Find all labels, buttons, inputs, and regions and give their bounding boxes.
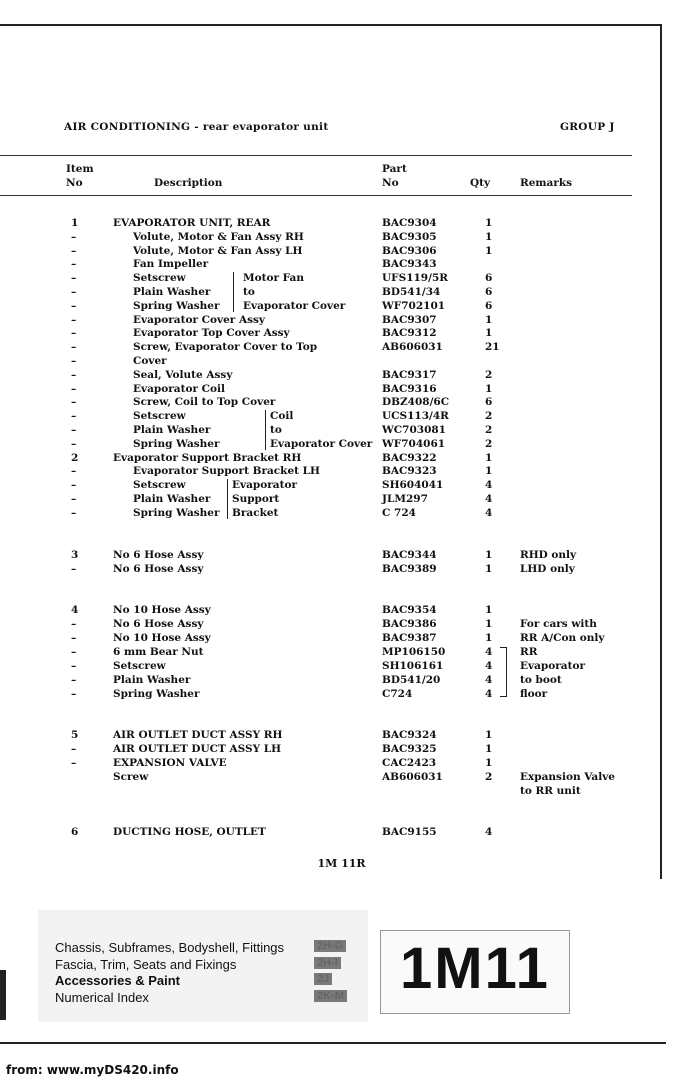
item-no: – [71, 327, 77, 340]
description: Evaporator Coil [133, 382, 225, 395]
part-no: C724 [382, 688, 413, 700]
remarks: LHD only [520, 563, 575, 575]
qty: 1 [485, 743, 493, 755]
part-no: BAC9325 [382, 743, 437, 755]
item-no: – [71, 299, 77, 312]
description: Spring Washer [113, 688, 200, 700]
part-no: BAC9155 [382, 826, 437, 838]
qty: 4 [485, 660, 493, 672]
part-no: UFS119/5R [382, 272, 448, 285]
item-no: – [71, 660, 77, 672]
table-row [0, 340, 660, 354]
index-code-accessories: 2J [314, 973, 332, 985]
table-row [0, 326, 660, 340]
part-no: BD541/20 [382, 674, 441, 686]
index-item-accessories-label: Accessories & Paint [55, 973, 181, 988]
part-no: BAC9343 [382, 258, 437, 271]
description: No 6 Hose Assy [113, 563, 204, 575]
table-row [0, 368, 660, 382]
description: No 6 Hose Assy [113, 549, 204, 561]
index-code-numerical: 2K-M [314, 990, 347, 1002]
col-qty: Qty [470, 177, 491, 189]
part-no: BAC9386 [382, 618, 437, 630]
table-row [0, 478, 660, 492]
qty: 4 [485, 826, 493, 838]
item-no: – [71, 313, 77, 326]
table-row [0, 645, 660, 659]
item-no: – [71, 396, 77, 409]
qty: 1 [485, 563, 493, 575]
part-no: BAC9387 [382, 632, 437, 644]
description: DUCTING HOSE, OUTLET [113, 826, 266, 838]
qty: 2 [485, 437, 493, 450]
qty: 1 [485, 217, 493, 229]
table-row [0, 742, 660, 756]
bracket-label: Evaporator [232, 479, 297, 492]
part-no: BAC9317 [382, 368, 437, 381]
item-no: – [71, 618, 77, 630]
table-row [0, 299, 660, 313]
col-remarks: Remarks [520, 177, 573, 189]
part-no: BAC9354 [382, 604, 437, 616]
description: Spring Washer [133, 506, 220, 519]
description: Fan Impeller [133, 258, 209, 271]
item-no: – [71, 674, 77, 686]
table-row [0, 562, 660, 576]
bracket-support [227, 479, 228, 519]
bracket-label: Evaporator Cover [243, 299, 346, 312]
qty: 21 [485, 341, 500, 354]
table-row [0, 437, 660, 451]
table-row [0, 659, 660, 673]
bracket-label: Coil [270, 410, 294, 423]
description: No 10 Hose Assy [113, 632, 211, 644]
description: Cover [133, 355, 167, 367]
remarks: RHD only [520, 549, 577, 561]
qty: 1 [485, 451, 493, 464]
qty: 4 [485, 506, 493, 519]
item-no: – [71, 757, 77, 769]
table-row [0, 631, 660, 645]
table-row [0, 464, 660, 478]
part-no: MP106150 [382, 646, 446, 658]
description: Volute, Motor & Fan Assy RH [133, 230, 304, 243]
qty: 1 [485, 230, 493, 243]
table-row [0, 617, 660, 631]
description: Plain Washer [133, 286, 211, 298]
item-no: 5 [71, 729, 79, 741]
description: Screw [113, 771, 149, 783]
description: AIR OUTLET DUCT ASSY RH [113, 729, 283, 741]
remarks: RR A/Con only [520, 632, 605, 644]
source-credit: from: www.myDS420.info [6, 1063, 179, 1077]
part-no: JLM297 [382, 493, 428, 505]
part-no: BAC9389 [382, 563, 437, 575]
index-item-numerical: Numerical Index [55, 990, 149, 1005]
part-no: UCS113/4R [382, 410, 449, 423]
qty: 1 [485, 382, 493, 395]
column-rule [0, 195, 632, 196]
fiche-code: 1M11 [400, 936, 550, 1001]
bracket-label: Support [232, 493, 280, 505]
qty: 1 [485, 465, 493, 478]
index-code-fascia: 2H-I [314, 957, 341, 969]
item-no: 6 [71, 826, 79, 838]
description: Spring Washer [133, 299, 220, 312]
qty: 1 [485, 549, 493, 561]
part-no: BAC9323 [382, 465, 437, 478]
item-no: – [71, 437, 77, 450]
remarks: RR [520, 646, 538, 658]
table-row [0, 409, 660, 423]
item-no: – [71, 646, 77, 658]
table-row [0, 451, 660, 465]
table-row [0, 728, 660, 742]
index-item-accessories [55, 973, 180, 989]
part-no: AB606031 [382, 771, 443, 783]
item-no: – [71, 341, 77, 354]
item-no: – [71, 479, 77, 492]
part-no: CAC2423 [382, 757, 437, 769]
remarks: floor [520, 688, 548, 700]
qty: 4 [485, 688, 493, 700]
table-row [0, 687, 660, 701]
part-no: SH604041 [382, 479, 444, 492]
description: No 6 Hose Assy [113, 618, 204, 630]
item-no: – [71, 743, 77, 755]
part-no: BAC9344 [382, 549, 437, 561]
index-item-chassis: Chassis, Subframes, Bodyshell, Fittings [55, 940, 285, 955]
bracket-rr-evaporator [500, 647, 507, 697]
table-row [0, 506, 660, 520]
qty: 1 [485, 244, 493, 257]
table-row [0, 673, 660, 687]
bracket-label: Evaporator Cover [270, 437, 373, 450]
description: Evaporator Top Cover Assy [133, 327, 290, 340]
part-no: BAC9316 [382, 382, 437, 395]
item-no: – [71, 632, 77, 644]
col-item-line1: Item [66, 163, 94, 175]
part-no: BD541/34 [382, 286, 441, 298]
header-rule [0, 155, 632, 156]
fiche-code-box [380, 930, 570, 1014]
description: Seal, Volute Assy [133, 368, 233, 381]
table-row [0, 784, 660, 798]
description: Evaporator Support Bracket LH [133, 465, 320, 478]
item-no: – [71, 688, 77, 700]
part-no: WF702101 [382, 299, 446, 312]
qty: 1 [485, 729, 493, 741]
item-no: – [71, 506, 77, 519]
remarks: to boot [520, 674, 562, 686]
item-no: – [71, 258, 77, 271]
description: Screw, Coil to Top Cover [133, 396, 276, 409]
part-no: DBZ408/6C [382, 396, 450, 409]
part-no: BAC9307 [382, 313, 437, 326]
frame-top-border [0, 24, 662, 26]
item-no: 1 [71, 217, 79, 229]
description: Setscrew [133, 410, 186, 423]
item-no: – [71, 230, 77, 243]
table-row [0, 354, 660, 368]
qty: 1 [485, 327, 493, 340]
table-row [0, 271, 660, 285]
description: Evaporator Support Bracket RH [113, 451, 302, 464]
description: EXPANSION VALVE [113, 757, 227, 769]
description: Plain Washer [133, 424, 211, 436]
index-item-fascia: Fascia, Trim, Seats and Fixings [55, 957, 237, 972]
part-no: C 724 [382, 506, 416, 519]
part-no: BAC9304 [382, 217, 437, 229]
description: Spring Washer [133, 437, 220, 450]
qty: 2 [485, 410, 493, 423]
bracket-label: to [270, 424, 282, 436]
table-row [0, 825, 660, 839]
qty: 4 [485, 479, 493, 492]
table-row [0, 423, 660, 437]
table-row [0, 216, 660, 230]
qty: 6 [485, 272, 493, 285]
table-row [0, 257, 660, 271]
item-no: – [71, 493, 77, 505]
description: Setscrew [113, 660, 166, 672]
col-description: Description [154, 177, 223, 189]
frame-right-border [660, 24, 662, 879]
item-no: 2 [71, 451, 79, 464]
qty: 4 [485, 493, 493, 505]
qty: 2 [485, 771, 493, 783]
remarks: Expansion Valve [520, 771, 615, 783]
group-label: GROUP J [560, 121, 615, 133]
item-no: – [71, 286, 77, 298]
col-part-line1: Part [382, 163, 407, 175]
table-row [0, 492, 660, 506]
bracket-coil [265, 410, 266, 450]
table-row [0, 285, 660, 299]
description: No 10 Hose Assy [113, 604, 211, 616]
table-row [0, 382, 660, 396]
description: Volute, Motor & Fan Assy LH [133, 244, 303, 257]
bracket-label: Bracket [232, 506, 279, 519]
page-code: 1M 11R [317, 857, 366, 870]
item-no: – [71, 368, 77, 381]
qty: 1 [485, 313, 493, 326]
item-no: – [71, 465, 77, 478]
remarks: Evaporator [520, 660, 585, 672]
index-code-chassis: 2H-G [314, 940, 346, 952]
qty: 1 [485, 632, 493, 644]
description: EVAPORATOR UNIT, REAR [113, 217, 271, 229]
table-row [0, 756, 660, 770]
qty: 1 [485, 757, 493, 769]
qty: 6 [485, 396, 493, 409]
description: Screw, Evaporator Cover to Top [133, 341, 318, 354]
part-no: BAC9306 [382, 244, 437, 257]
qty: 2 [485, 424, 493, 436]
bottom-rule [0, 1042, 666, 1044]
item-no: 3 [71, 549, 79, 561]
part-no: BAC9322 [382, 451, 437, 464]
left-edge-mark [0, 970, 6, 1020]
qty: 1 [485, 604, 493, 616]
bracket-label: to [243, 286, 255, 298]
qty: 1 [485, 618, 493, 630]
description: Plain Washer [133, 493, 211, 505]
remarks: to RR unit [520, 785, 581, 797]
part-no: BAC9305 [382, 230, 437, 243]
qty: 6 [485, 286, 493, 298]
item-no: 4 [71, 604, 79, 616]
table-row [0, 313, 660, 327]
item-no: – [71, 424, 77, 436]
table-row [0, 548, 660, 562]
remarks: For cars with [520, 618, 597, 630]
part-no: WF704061 [382, 437, 446, 450]
item-no: – [71, 563, 77, 575]
page-title: AIR CONDITIONING - rear evaporator unit [64, 121, 329, 133]
description: Plain Washer [113, 674, 191, 686]
table-row [0, 395, 660, 409]
qty: 6 [485, 299, 493, 312]
col-item-line2: No [66, 177, 83, 189]
description: Setscrew [133, 479, 186, 492]
bracket-motor-fan [233, 272, 234, 312]
item-no: – [71, 355, 77, 367]
description: Evaporator Cover Assy [133, 313, 266, 326]
part-no: AB606031 [382, 341, 443, 354]
description: 6 mm Bear Nut [113, 646, 204, 658]
qty: 4 [485, 646, 493, 658]
part-no: BAC9312 [382, 327, 437, 340]
description: Setscrew [133, 272, 186, 285]
item-no: – [71, 272, 77, 285]
part-no: WC703081 [382, 424, 446, 436]
part-no: SH106161 [382, 660, 444, 672]
qty: 4 [485, 674, 493, 686]
part-no: BAC9324 [382, 729, 437, 741]
item-no: – [71, 244, 77, 257]
table-row [0, 230, 660, 244]
table-row [0, 770, 660, 784]
qty: 2 [485, 368, 493, 381]
description: AIR OUTLET DUCT ASSY LH [113, 743, 282, 755]
table-row [0, 244, 660, 258]
bracket-label: Motor Fan [243, 272, 304, 285]
col-part-line2: No [382, 177, 399, 189]
table-row [0, 603, 660, 617]
item-no: – [71, 382, 77, 395]
item-no: – [71, 410, 77, 423]
